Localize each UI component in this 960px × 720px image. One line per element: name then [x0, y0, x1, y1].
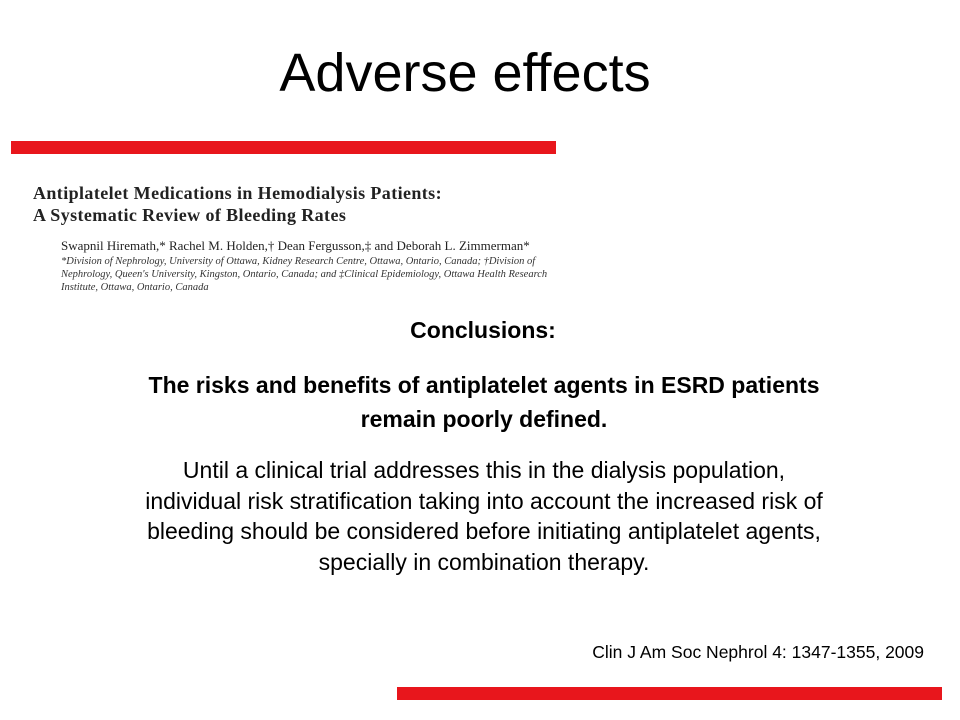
conclusion-recommendation [30, 455, 938, 577]
affiliation-line: Institute, Ottawa, Ontario, Canada [61, 282, 209, 293]
citation: Clin J Am Soc Nephrol 4: 1347-1355, 2009 [592, 642, 924, 662]
finding-line: The risks and benefits of antiplatelet agents in ESRD patients [148, 372, 820, 398]
paper-title-line: A Systematic Review of Bleeding Rates [33, 205, 347, 225]
slide-title: Adverse effects [279, 43, 651, 103]
paper-title [33, 182, 673, 226]
top-accent-bar [11, 141, 556, 154]
recommendation-line: bleeding should be considered before initiating antiplatelet agents, [147, 518, 821, 544]
conclusion-finding [30, 368, 938, 436]
recommendation-line: individual risk stratification taking into account the increased risk of [145, 487, 823, 514]
conclusions-heading: Conclusions: [410, 317, 556, 343]
bottom-accent-bar [397, 687, 942, 700]
paper-title-line: Antiplatelet Medications in Hemodialysis Patients: [33, 183, 442, 203]
paper-header-excerpt [33, 182, 673, 294]
recommendation-line: Until a clinical trial addresses this in the dialysis population, [182, 457, 786, 483]
paper-authors: Swapnil Hiremath,* Rachel M. Holden,† Dean Fergusson,‡ and Deborah L. Zimmerman* [61, 238, 530, 253]
finding-line: remain poorly defined. [360, 406, 608, 432]
paper-affiliations [61, 255, 673, 294]
recommendation-line: specially in combination therapy. [318, 548, 650, 575]
affiliation-line: Nephrology, Queen's University, Kingston, Ontario, Canada; and ‡Clinical Epidemiology, Ottawa Health Research [61, 269, 548, 280]
affiliation-line: *Division of Nephrology, University of Ottawa, Kidney Research Centre, Ottawa, Ontario, Canada; †Division of [61, 256, 536, 267]
